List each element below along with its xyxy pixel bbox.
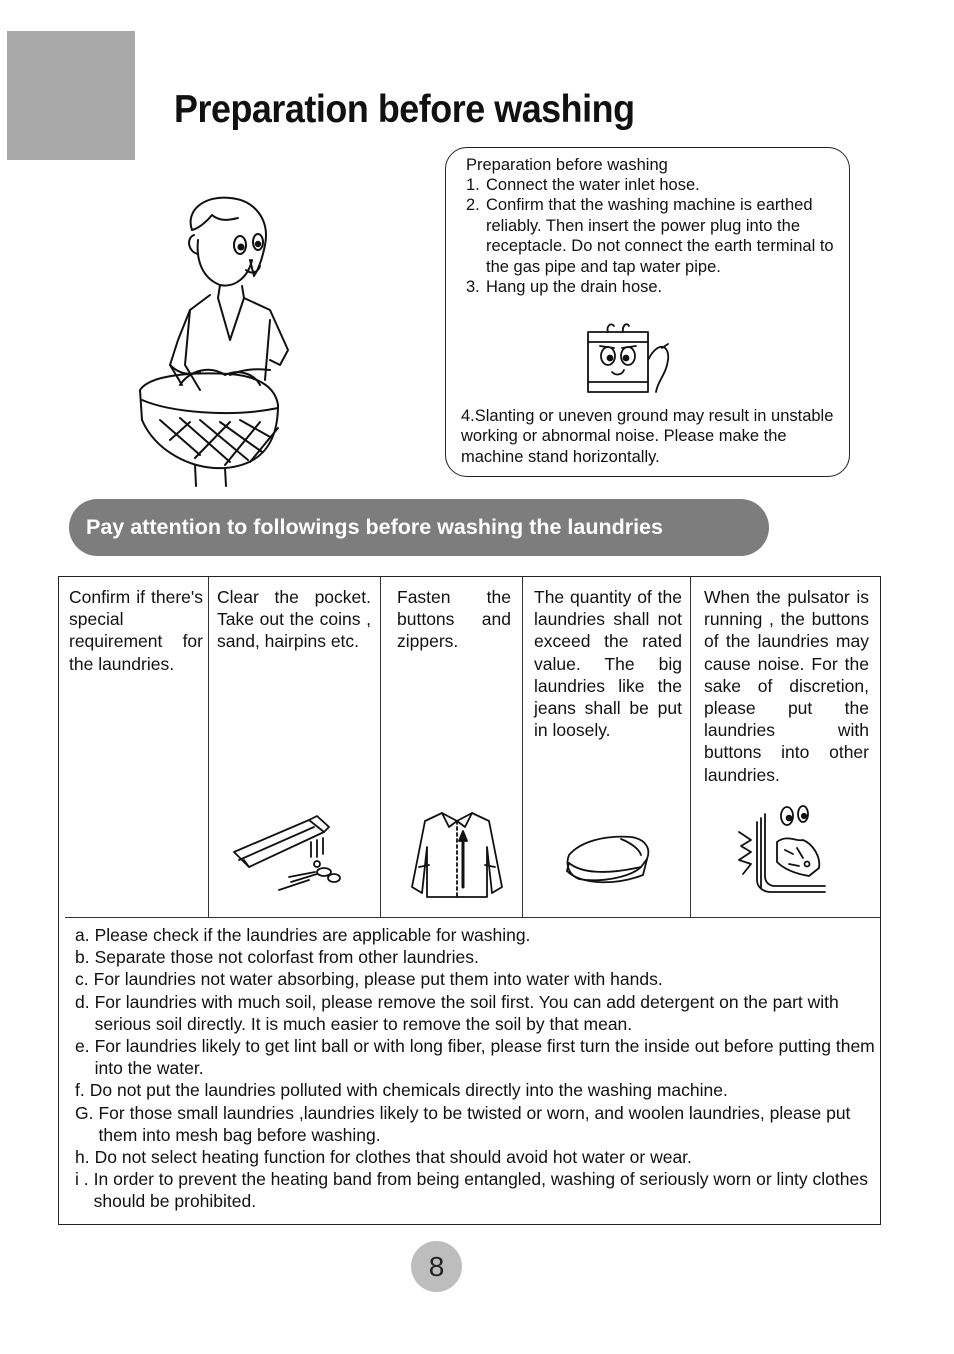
step-text: Connect the water inlet hose.	[486, 176, 700, 194]
column-divider	[690, 577, 691, 917]
step-number: 3.	[466, 278, 480, 297]
preparation-steps	[466, 175, 836, 297]
note-text: Do not put the laundries polluted with chemicals directly into the washing machine.	[89, 1080, 728, 1101]
step-number: 1.	[466, 176, 480, 194]
tip-clear-pocket: Clear the pocket. Take out the coins , sand, hairpins etc.	[217, 587, 371, 652]
note-text: In order to prevent the heating band from being entangled, washing of seriously worn or linty clothes should be prohibited.	[93, 1169, 868, 1212]
step-number: 2.	[466, 196, 480, 215]
note-text: For those small laundries ,laundries likely to be twisted or worn, and woolen laundries, please put them into mesh bag before washing.	[98, 1102, 851, 1145]
preparation-step	[466, 277, 836, 297]
shirt-icon	[407, 807, 507, 902]
list-item	[75, 1146, 875, 1168]
list-item	[75, 991, 875, 1035]
woman-laundry-basket-icon	[130, 190, 300, 490]
corner-decoration-block	[7, 31, 135, 160]
note-text: Do not select heating function for clothes that should avoid hot water or wear.	[94, 1147, 692, 1168]
folded-laundry-icon	[561, 827, 656, 897]
note-mark: a.	[75, 925, 90, 945]
column-divider	[380, 577, 381, 917]
note-mark: b.	[75, 947, 90, 968]
list-item	[75, 1102, 875, 1146]
note-text: Separate those not colorfast from other laundries.	[94, 947, 479, 968]
note-text: For laundries with much soil, please remove the soil first. You can add detergent on the part with serious soil directly. It is much easier to remove the soil by that mean.	[94, 991, 839, 1034]
preparation-step	[466, 195, 836, 277]
page-title: Preparation before washing	[174, 88, 635, 131]
washing-machine-icon	[578, 320, 678, 400]
tip-buttons-noise: When the pulsator is running , the buttons of the laundries may cause noise. For the sake of discretion, please put the laundries with buttons into other laundries.	[704, 587, 869, 785]
note-mark: h.	[75, 1147, 90, 1168]
list-item	[75, 968, 875, 990]
list-item	[75, 1035, 875, 1079]
tip-fasten-buttons: Fasten the buttons and zippers.	[397, 587, 511, 652]
list-item	[75, 946, 875, 968]
laundry-tips-frame	[58, 576, 881, 1225]
attention-banner: Pay attention to followings before washing the laundries	[69, 499, 769, 556]
note-text: For laundries likely to get lint ball or with long fiber, please first turn the inside out before putting them into the water.	[94, 1036, 875, 1079]
step-text: Hang up the drain hose.	[486, 278, 663, 297]
tip-special-requirement: Confirm if there's special requirement for the laundries.	[69, 587, 203, 674]
note-mark: d.	[75, 991, 90, 1012]
note-mark: f.	[75, 1080, 85, 1101]
pocket-items-icon	[229, 812, 344, 897]
preparation-box	[445, 147, 850, 477]
preparation-note: 4.Slanting or uneven ground may result in unstable working or abnormal noise. Please make the machine stand horizontally.	[461, 407, 834, 466]
noisy-laundry-icon	[737, 802, 837, 902]
step-text: Confirm that the washing machine is earthed reliably. Then insert the power plug into the receptacle. Do not connect the earth terminal to the gas pipe and tap water pipe.	[486, 196, 834, 276]
note-text: For laundries not water absorbing, please put them into water with hands.	[93, 969, 663, 990]
note-mark: i .	[75, 1169, 89, 1190]
list-item	[75, 1079, 875, 1101]
tip-rated-quantity: The quantity of the laundries shall not exceed the rated value. The big laundries like the jeans shall be put in loosely.	[534, 587, 682, 741]
column-divider	[208, 577, 209, 917]
column-divider	[522, 577, 523, 917]
note-mark: c.	[75, 969, 89, 990]
preparation-step	[466, 175, 836, 195]
list-item	[75, 1168, 875, 1212]
washing-notes-list	[75, 924, 875, 1213]
page-number: 8	[411, 1241, 462, 1292]
note-text: Please check if the laundries are applicable for washing.	[94, 925, 531, 945]
list-item	[75, 924, 875, 946]
row-divider	[65, 917, 880, 918]
preparation-heading: Preparation before washing	[466, 156, 668, 174]
note-mark: e.	[75, 1036, 90, 1057]
note-mark: G.	[75, 1102, 94, 1123]
